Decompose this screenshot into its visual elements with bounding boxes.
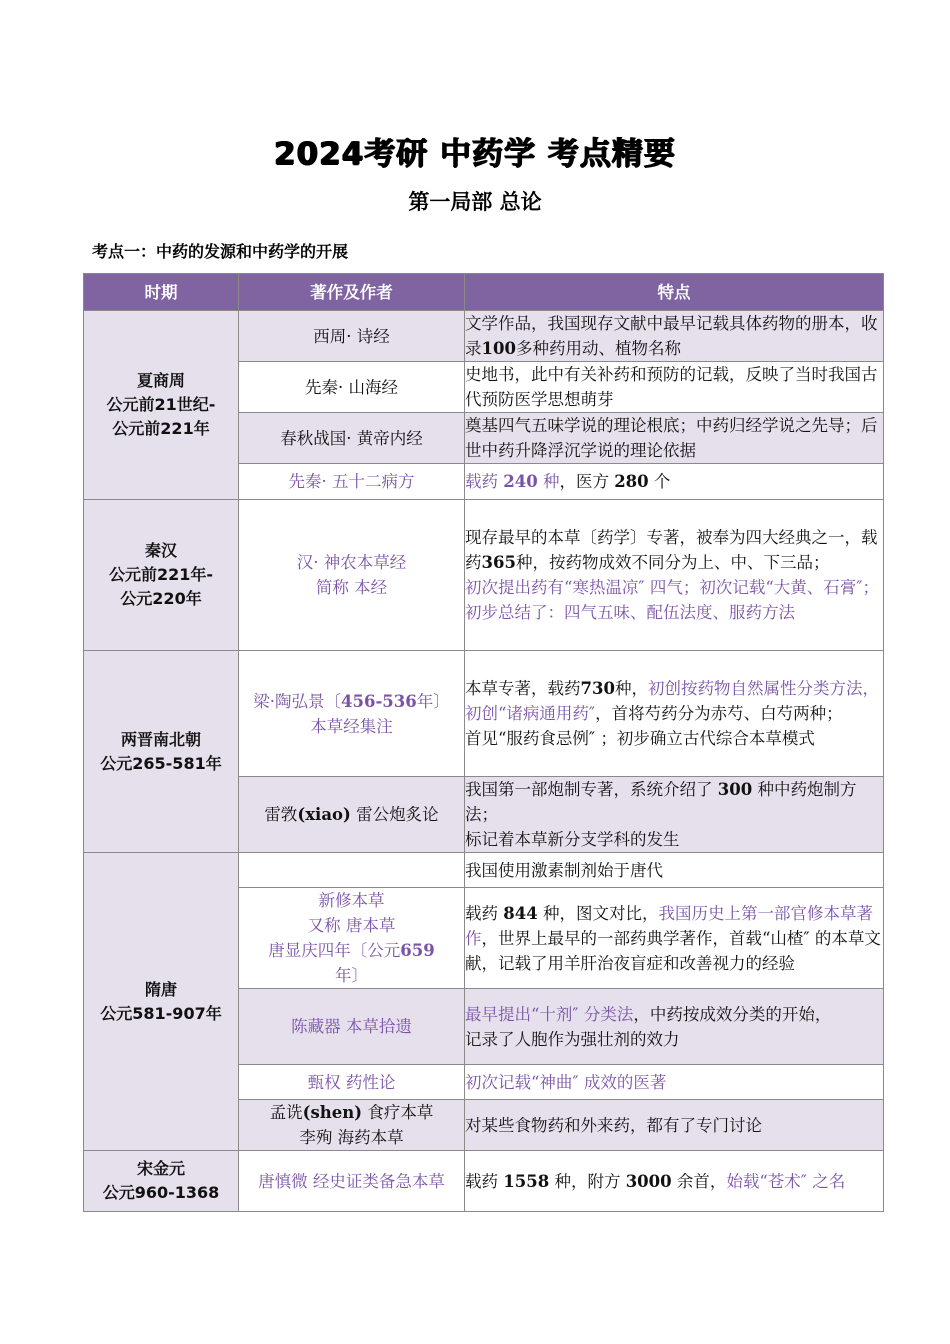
feature-cell <box>465 500 884 651</box>
work-text: 先秦· 山海经 <box>305 377 398 397</box>
work-cell <box>239 464 465 500</box>
feature-number: 240 <box>503 472 538 491</box>
feature-cell <box>465 362 884 413</box>
feature-highlight: 始载“苍术″ 之名 <box>726 1171 846 1191</box>
work-number: 456-536 <box>341 691 417 711</box>
feature-cell <box>465 853 884 888</box>
feature-number: 3000 <box>625 1171 672 1191</box>
feature-number: 280 <box>614 472 649 491</box>
work-text: 甄权 药性论 <box>307 1072 396 1092</box>
work-cell <box>239 311 465 362</box>
work-text: 孟诜 <box>269 1103 303 1122</box>
work-text: 简称 本经 <box>315 578 388 597</box>
period-range: 公元前21世纪- <box>106 395 216 414</box>
period-range: 公元960-1368 <box>102 1183 220 1202</box>
feature-text: 种，按药物成效不同分为上、中、下三品； <box>515 553 830 572</box>
feature-text: 史地书，此中有关补药和预防的记载，反映了当时我国古代预防医学思想萌芽 <box>465 365 878 409</box>
feature-number: 1558 <box>503 1171 550 1191</box>
feature-text: 本草专著，载药 <box>465 679 581 698</box>
work-text: 先秦· 五十二病方 <box>288 472 415 491</box>
feature-cell <box>465 464 884 500</box>
work-pinyin: (xiao) <box>297 805 351 824</box>
work-text: 年〕 <box>335 966 368 985</box>
feature-text: 载药 <box>465 1171 498 1191</box>
work-text: 李殉 海药本草 <box>299 1128 404 1147</box>
feature-highlight: 最早提出“十剂″ 分类法 <box>465 1004 634 1024</box>
work-text: 春秋战国· 黄帝内经 <box>280 428 423 448</box>
work-cell <box>239 888 465 989</box>
feature-number: 844 <box>503 903 538 923</box>
feature-cell <box>465 311 884 362</box>
feature-text: 现存最早的本草〔药学〕专著，被奉为四大经典之一，载药 <box>465 528 878 572</box>
table-header-row <box>84 274 884 311</box>
document-title: 2024考研 中药学 考点精要 <box>274 136 676 172</box>
period-cell <box>84 1151 239 1212</box>
work-number: 659 <box>400 941 435 960</box>
feature-text: 载药 <box>465 903 498 923</box>
work-text: 食疗本草 <box>362 1103 434 1122</box>
feature-text: 我国使用激素制剂始于唐代 <box>465 860 663 880</box>
work-cell <box>239 853 465 888</box>
feature-highlight: 初创按药物自然属性分类方法，初创“诸病通用药″ <box>465 679 879 723</box>
feature-number: 100 <box>481 339 516 358</box>
period-range: 公元前221年- <box>108 565 214 584</box>
history-table <box>83 273 884 1212</box>
feature-text: 种， <box>614 679 648 698</box>
feature-highlight: 我国历史上第一部官修本草著作 <box>465 903 873 948</box>
period-range: 公元581-907年 <box>100 1003 222 1023</box>
feature-number: 730 <box>580 679 615 698</box>
feature-cell <box>465 1100 884 1151</box>
header-works: 著作及作者 <box>239 274 465 311</box>
header-period: 时期 <box>84 274 239 311</box>
work-text: 本草经集注 <box>310 716 393 736</box>
feature-text: 种，附方 <box>554 1171 621 1191</box>
feature-text: 奠基四气五味学说的理论根底；中药归经学说之先导；后世中药升降浮沉学说的理论依据 <box>465 416 878 460</box>
feature-text: 文学作品，我国现存文献中最早记载具体药物的册本，收录 <box>465 314 878 358</box>
work-text: 又称 唐本草 <box>307 916 396 935</box>
feature-highlight: 初次记载“神曲″ 成效的医著 <box>465 1072 667 1092</box>
feature-number: 300 <box>717 780 753 799</box>
work-text: 梁·陶弘景〔 <box>253 691 341 711</box>
period-range: 公元220年 <box>120 589 202 608</box>
work-cell <box>239 651 465 777</box>
period-cell <box>84 500 239 651</box>
feature-cell <box>465 989 884 1065</box>
work-text: 唐显庆四年〔公元 <box>268 941 401 960</box>
feature-text: ，世界上最早的一部药典学著作，首载“山楂″ 的本草文献，记载了用羊肝治夜盲症和改善视力的经验 <box>465 928 881 973</box>
feature-text: 对某些食物药和外来药，都有了专门讨论 <box>465 1115 762 1135</box>
work-cell <box>239 1151 465 1212</box>
work-cell <box>239 777 465 853</box>
section-heading: 考点一：中药的发源和中药学的开展 <box>92 242 349 261</box>
work-cell <box>239 500 465 651</box>
feature-text: 记录了人胞作为强壮剂的效力 <box>465 1029 680 1049</box>
feature-text: 标记着本草新分支学科的发生 <box>465 830 680 849</box>
feature-cell <box>465 777 884 853</box>
feature-text: ，首将芍药分为赤芍、白芍两种； <box>595 704 843 723</box>
work-text: 年〕 <box>416 691 450 711</box>
work-cell <box>239 1065 465 1100</box>
feature-cell <box>465 413 884 464</box>
period-range: 公元265-581年 <box>100 753 222 773</box>
work-text: 西周· 诗经 <box>313 326 390 346</box>
feature-cell <box>465 651 884 777</box>
feature-text: 多种药用动、植物名称 <box>515 339 681 358</box>
table-row <box>84 311 884 362</box>
feature-text: 个 <box>653 472 671 491</box>
period-cell <box>84 311 239 500</box>
work-cell <box>239 1100 465 1151</box>
feature-text: 种，图文对比， <box>542 903 659 923</box>
period-name: 秦汉 <box>144 541 177 560</box>
feature-text: 种中药炮制方法； <box>465 780 857 824</box>
table-row <box>84 500 884 651</box>
feature-highlight: 载药 <box>465 472 498 491</box>
work-text: 唐慎微 经史证类备急本草 <box>258 1171 445 1191</box>
work-cell <box>239 413 465 464</box>
work-text: 汉· 神农本草经 <box>296 553 407 572</box>
feature-text: ，医方 <box>559 472 609 491</box>
period-cell <box>84 651 239 853</box>
feature-text: ，中药按成效分类的开始， <box>633 1004 832 1024</box>
work-cell <box>239 989 465 1065</box>
feature-text: 首见“服药食忌例″ ；初步确立古代综合本草模式 <box>465 729 815 748</box>
work-pinyin: (shen) <box>302 1103 363 1122</box>
table-row <box>84 853 884 888</box>
period-name: 宋金元 <box>136 1159 185 1178</box>
work-text: 陈藏器 本草拾遗 <box>291 1017 412 1036</box>
work-text: 新修本草 <box>318 891 385 910</box>
table-row <box>84 651 884 777</box>
feature-cell <box>465 1065 884 1100</box>
feature-highlight: 初次提出药有“寒热温凉″ 四气；初次记载“大黄、石膏″；初步总结了：四气五味、配伍法度、服药方法 <box>465 578 879 622</box>
feature-cell <box>465 888 884 989</box>
header-features: 特点 <box>465 274 884 311</box>
table-row <box>84 1151 884 1212</box>
feature-cell <box>465 1151 884 1212</box>
period-name: 夏商周 <box>136 371 185 390</box>
period-name: 隋唐 <box>144 979 177 999</box>
feature-number: 365 <box>481 553 516 572</box>
part-heading: 第一局部 总论 <box>408 190 542 214</box>
feature-text: 我国第一部炮制专著，系统介绍了 <box>465 780 713 799</box>
period-range: 公元前221年 <box>112 419 210 438</box>
feature-highlight: 种 <box>542 472 560 491</box>
period-cell <box>84 853 239 1151</box>
period-name: 两晋南北朝 <box>120 729 201 749</box>
work-cell <box>239 362 465 413</box>
feature-text: 余首， <box>676 1171 727 1191</box>
work-text: 雷公炮炙论 <box>350 805 439 824</box>
work-text: 雷敩 <box>264 805 298 824</box>
